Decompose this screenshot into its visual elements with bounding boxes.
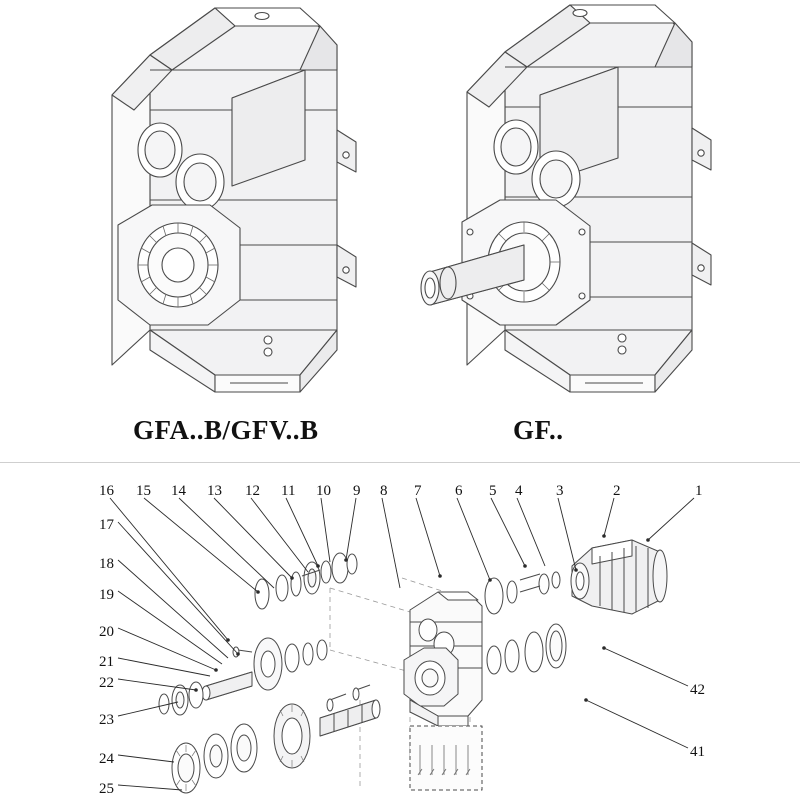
callout-number-top-11: 11: [281, 483, 296, 499]
exploded-assembly-view: [159, 540, 667, 793]
callout-number-right-42: 42: [690, 682, 705, 698]
callout-number-top-14: 14: [171, 483, 186, 499]
callout-number-left-19: 19: [99, 587, 114, 603]
callout-number-left-21: 21: [99, 654, 114, 670]
gearbox-hollow-shaft-view: [112, 8, 356, 392]
callout-number-left-22: 22: [99, 675, 114, 691]
callout-number-top-12: 12: [245, 483, 260, 499]
callout-number-top-16: 16: [99, 483, 114, 499]
callout-number-top-13: 13: [207, 483, 222, 499]
callout-leader-lines: [110, 498, 694, 790]
callout-number-top-3: 3: [556, 483, 564, 499]
callout-number-top-4: 4: [515, 483, 523, 499]
section-divider: [0, 462, 800, 463]
callout-number-top-1: 1: [695, 483, 703, 499]
callout-number-top-6: 6: [455, 483, 463, 499]
callout-number-top-7: 7: [414, 483, 422, 499]
callout-number-left-23: 23: [99, 712, 114, 728]
callout-number-left-25: 25: [99, 781, 114, 797]
caption-left-model: GFA..B/GFV..B: [133, 415, 319, 445]
gearbox-solid-shaft-view: [421, 5, 711, 392]
callout-number-left-24: 24: [99, 751, 114, 767]
callout-number-top-8: 8: [380, 483, 388, 499]
callout-number-top-5: 5: [489, 483, 497, 499]
callout-number-left-18: 18: [99, 556, 114, 572]
caption-right-model: GF..: [513, 415, 564, 445]
callout-number-left-17: 17: [99, 517, 114, 533]
callout-number-top-9: 9: [353, 483, 361, 499]
callout-number-top-15: 15: [136, 483, 151, 499]
callout-number-left-20: 20: [99, 624, 114, 640]
callout-number-top-2: 2: [613, 483, 621, 499]
callout-number-right-41: 41: [690, 744, 705, 760]
callout-number-top-10: 10: [316, 483, 331, 499]
